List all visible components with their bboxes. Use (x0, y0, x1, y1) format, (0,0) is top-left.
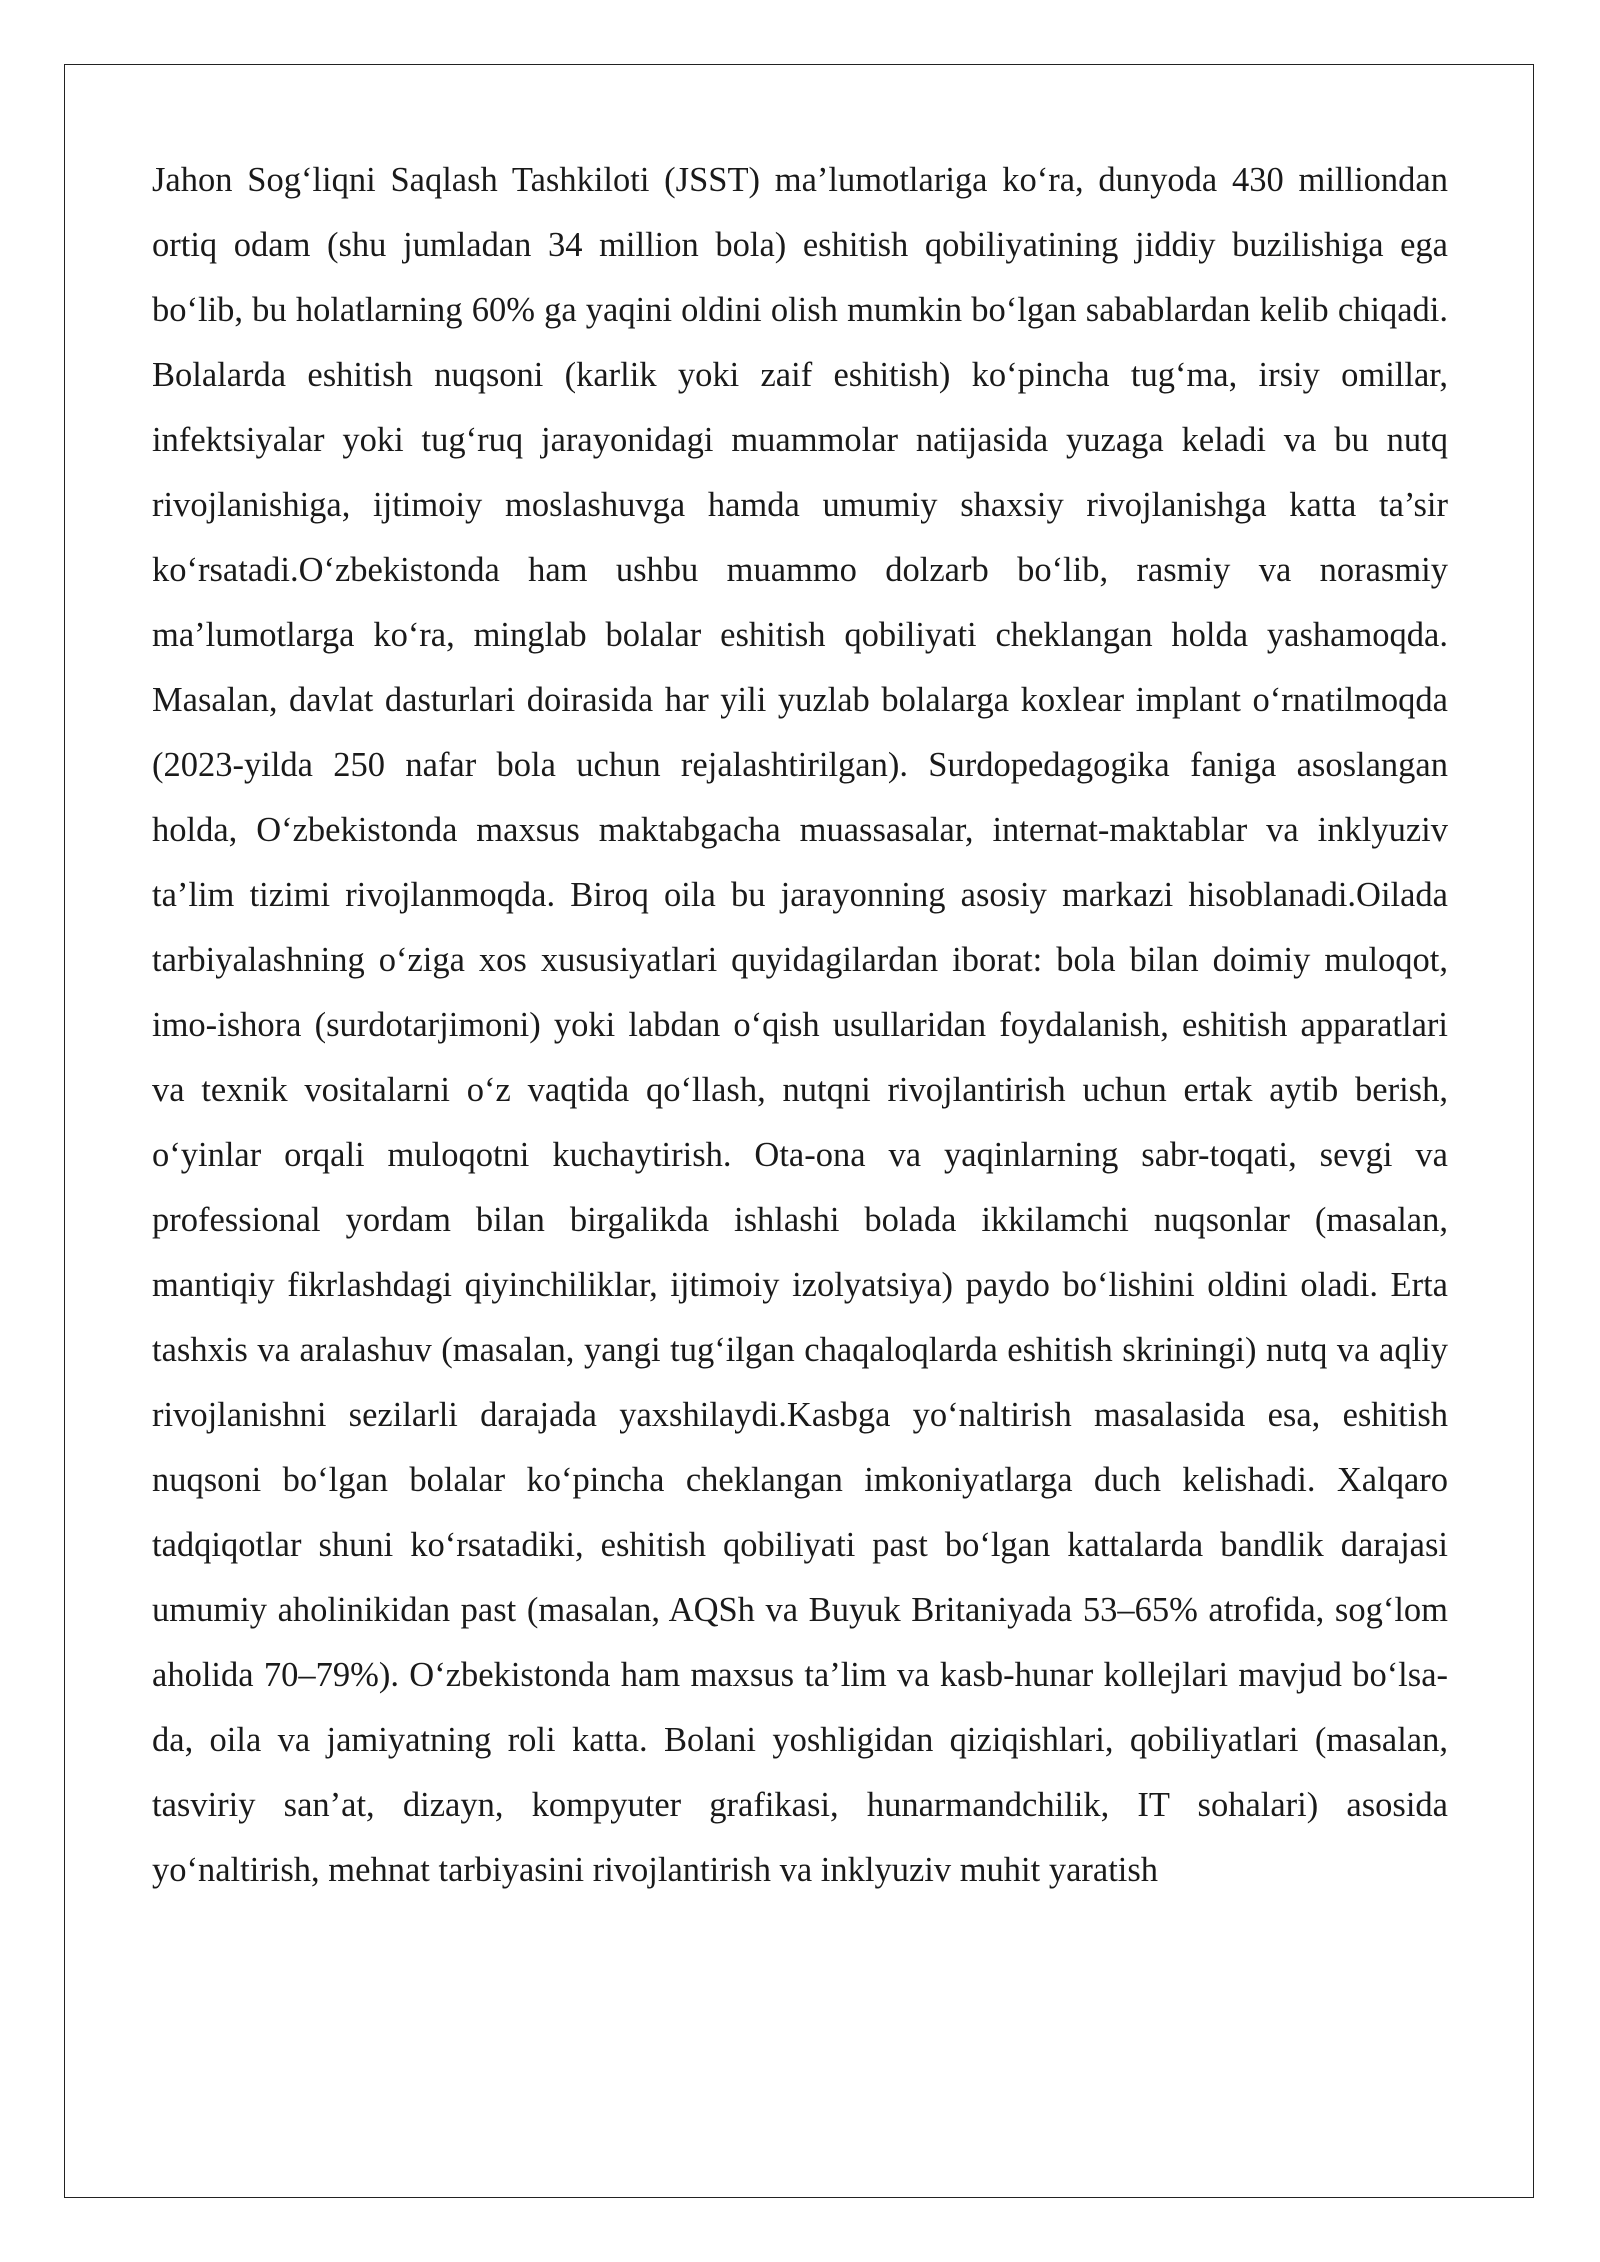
body-paragraph: Jahon Sog‘liqni Saqlash Tashkiloti (JSST) ma’lumotlariga ko‘ra, dunyoda 430 milliondan ortiq odam (shu jumladan 34 million bola) eshitish qobiliyatining jiddiy buzilishiga ega bo‘lib, bu holatlarning 60% ga yaqini oldini olish mumkin bo‘lgan sabablardan kelib chiqadi. Bolalarda eshitish nuqsoni (karlik yoki zaif eshitish) ko‘pincha tug‘ma, irsiy omillar, infektsiyalar yoki tug‘ruq jarayonidagi muammolar natijasida yuzaga keladi va bu nutq rivojlanishiga, ijtimoiy moslashuvga hamda umumiy shaxsiy rivojlanishga katta ta’sir ko‘rsatadi.O‘zbekistonda ham ushbu muammo dolzarb bo‘lib, rasmiy va norasmiy ma’lumotlarga ko‘ra, minglab bolalar eshitish qobiliyati cheklangan holda yashamoqda. Masalan, davlat dasturlari doirasida har yili yuzlab bolalarga koxlear implant o‘rnatilmoqda (2023-yilda 250 nafar bola uchun rejalashtirilgan). Surdopedagogika faniga asoslangan holda, O‘zbekistonda maxsus maktabgacha muassasalar, internat-maktablar va inklyuziv ta’lim tizimi rivojlanmoqda. Biroq oila bu jarayonning asosiy markazi hisoblanadi.Oilada tarbiyalashning o‘ziga xos xususiyatlari quyidagilardan iborat: bola bilan doimiy muloqot, imo-ishora (surdotarjimoni) yoki labdan o‘qish usullaridan foydalanish, eshitish apparatlari va texnik vositalarni o‘z vaqtida qo‘llash, nutqni rivojlantirish uchun ertak aytib berish, o‘yinlar orqali muloqotni kuchaytirish. Ota-ona va yaqinlarning sabr-toqati, sevgi va professional yordam bilan birgalikda ishlashi bolada ikkilamchi nuqsonlar (masalan, mantiqiy fikrlashdagi qiyinchiliklar, ijtimoiy izolyatsiya) paydo bo‘lishini oldini oladi. Erta tashxis va aralashuv (masalan, yangi tug‘ilgan chaqaloqlarda eshitish skriningi) nutq va aqliy rivojlanishni sezilarli darajada yaxshilaydi.Kasbga yo‘naltirish masalasida esa, eshitish nuqsoni bo‘lgan bolalar ko‘pincha cheklangan imkoniyatlarga duch kelishadi. Xalqaro tadqiqotlar shuni ko‘rsatadiki, eshitish qobiliyati past bo‘lgan kattalarda bandlik darajasi umumiy aholinikidan past (masalan, AQSh va Buyuk Britaniyada 53–65% atrofida, sog‘lom aholida 70–79%). O‘zbekistonda ham maxsus ta’lim va kasb-hunar kollejlari mavjud bo‘lsa-da, oila va jamiyatning roli katta. Bolani yoshligidan qiziqishlari, qobiliyatlari (masalan, tasviriy san’at, dizayn, kompyuter grafikasi, hunarmandchilik, IT sohalari) asosida yo‘naltirish, mehnat tarbiyasini rivojlantirish va inklyuziv muhit yaratish (152, 161, 1448, 1889)
